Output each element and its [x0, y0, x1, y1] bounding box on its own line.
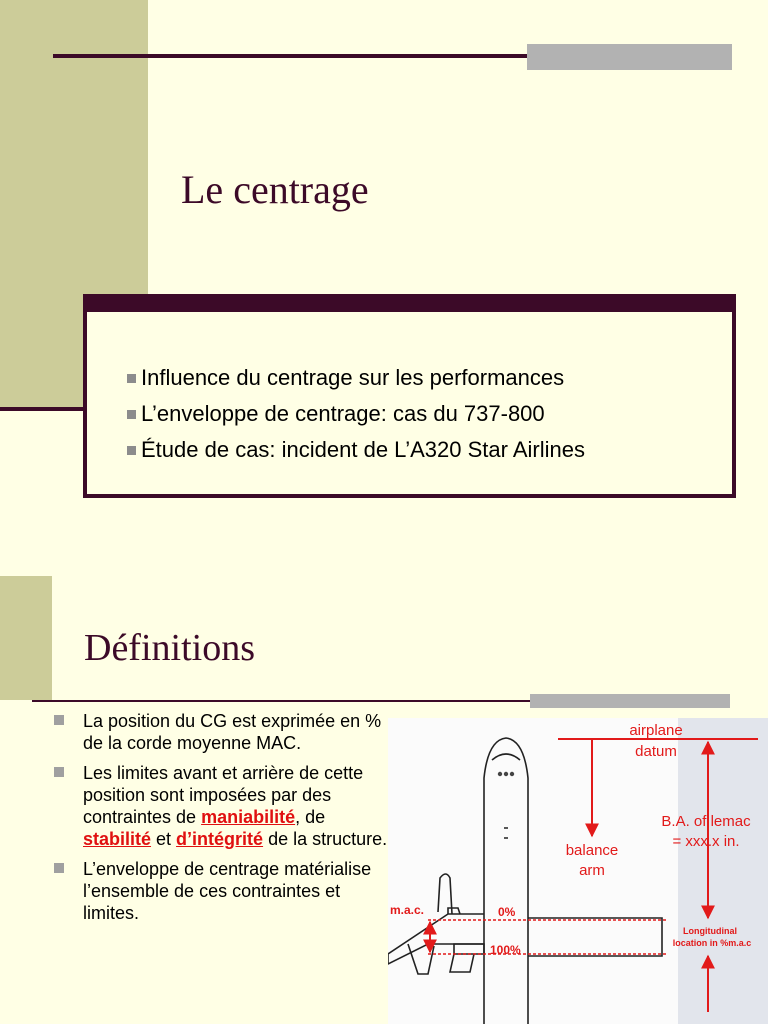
label-ba-2: = xxx.x in. — [672, 833, 740, 850]
label-arm-1: balance — [565, 842, 619, 859]
gray-accent-bar — [527, 44, 732, 70]
bullet-square-icon — [127, 410, 136, 419]
list-item-text: La position du CG est exprimée en % de la corde moyenne MAC. — [83, 711, 382, 753]
label-0pct: 0% — [498, 905, 516, 919]
slide-gap — [0, 560, 768, 576]
list-item — [127, 360, 585, 396]
left-rule — [0, 407, 86, 411]
label-ba-1: B.A. of lemac — [661, 813, 751, 830]
list-item — [127, 396, 585, 432]
list-item — [54, 858, 390, 924]
bullet-square-icon — [127, 446, 136, 455]
list-item-text: Les limites avant et arrière de cette position sont imposées par des contraintes de — [83, 763, 364, 827]
list-item-text: L’enveloppe de centrage: cas du 737-800 — [141, 401, 545, 426]
slide-2 — [0, 576, 768, 1024]
label-longitudinal-1: Longitudinal — [683, 926, 737, 936]
bullet-square-icon — [54, 767, 64, 777]
list-item — [127, 432, 585, 468]
cg-diagram — [388, 718, 768, 1024]
highlight-stabilite: stabilité — [83, 829, 152, 849]
definition-list — [54, 710, 390, 932]
list-item-text: de la structure. — [263, 829, 388, 849]
gray-accent-bar — [530, 694, 730, 708]
label-datum-2: datum — [635, 743, 677, 760]
slide-title: Définitions — [84, 627, 255, 669]
label-longitudinal-2: location in %m.a.c — [672, 938, 752, 948]
list-item — [54, 762, 390, 850]
bullet-square-icon — [54, 715, 64, 725]
label-100pct: 100% — [490, 943, 521, 957]
highlight-integrite: d’intégrité — [176, 829, 264, 849]
label-mac: m.a.c. — [390, 903, 425, 917]
slide-title: Le centrage — [181, 167, 369, 212]
label-datum-1: airplane — [629, 722, 683, 739]
top-rule — [53, 54, 535, 58]
sidebar-accent — [0, 576, 52, 700]
list-item-text: L’enveloppe de centrage matérialise l’ensemble de ces contraintes et limites. — [83, 859, 372, 923]
content-box — [83, 294, 736, 498]
airplane-windows — [498, 772, 514, 776]
list-item-text: , de — [295, 807, 326, 827]
bullet-square-icon — [127, 374, 136, 383]
bullet-square-icon — [54, 863, 64, 873]
label-arm-2: arm — [579, 862, 605, 879]
figure-shade — [678, 718, 768, 1024]
highlight-maniabilite: maniabilité — [201, 807, 296, 827]
list-item — [54, 710, 390, 754]
list-item-text: et — [151, 829, 177, 849]
list-item-text: Influence du centrage sur les performances — [141, 365, 565, 390]
list-item-text: Étude de cas: incident de L’A320 Star Airlines — [141, 437, 585, 462]
agenda-list — [127, 360, 585, 468]
